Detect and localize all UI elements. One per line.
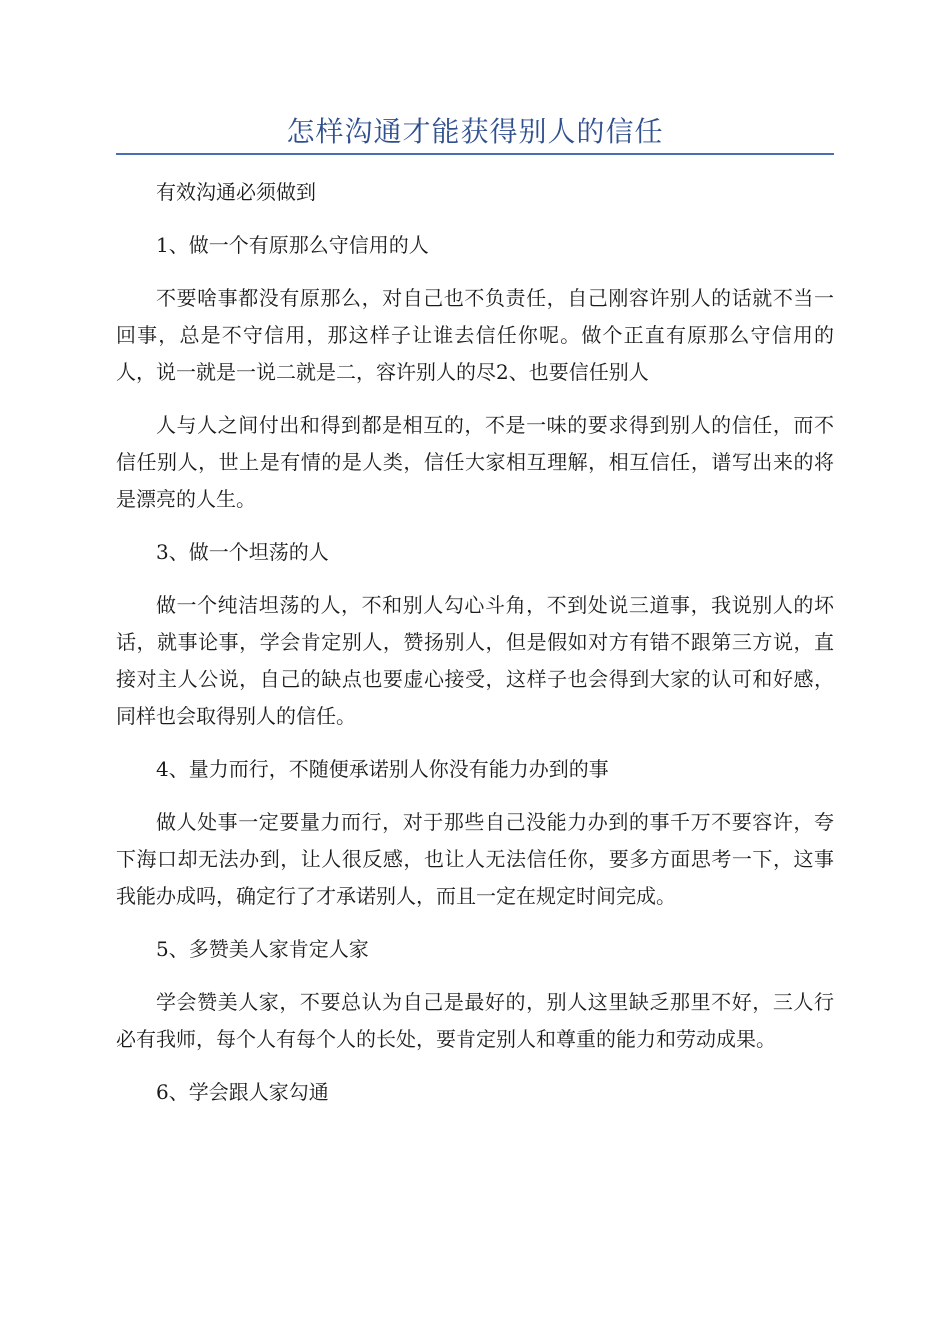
paragraph-point-3: 做一个纯洁坦荡的人，不和别人勾心斗角，不到处说三道事，我说别人的坏话，就事论事，学会肯定别人，赞扬别人，但是假如对方有错不跟第三方说，直接对主人公说，自己的缺点也要虚心接受，这样子也会得到大家的认可和好感，同样也会取得别人的信任。 (116, 593, 834, 728)
heading-point-1: 1、做一个有原那么守信用的人 (156, 233, 429, 257)
title-underline (116, 153, 834, 155)
heading-point-5: 5、多赞美人家肯定人家 (156, 937, 369, 961)
heading-point-6: 6、学会跟人家勾通 (156, 1080, 329, 1104)
paragraph-point-1: 不要啥事都没有原那么，对自己也不负责任，自己刚容许别人的话就不当一回事，总是不守信用，那这样子让谁去信任你呢。做个正直有原那么守信用的人，说一就是一说二就是二，容许别人的尽2、也要信任别人 (116, 286, 834, 384)
paragraph-intro: 有效沟通必须做到 (156, 180, 316, 204)
paragraph-point-2: 人与人之间付出和得到都是相互的，不是一味的要求得到别人的信任，而不信任别人，世上是有情的是人类，信任大家相互理解，相互信任，谱写出来的将是漂亮的人生。 (116, 413, 834, 511)
heading-point-4: 4、量力而行，不随便承诺别人你没有能力办到的事 (156, 757, 609, 781)
paragraph-point-4: 做人处事一定要量力而行，对于那些自己没能力办到的事千万不要容许，夸下海口却无法办到，让人很反感，也让人无法信任你，要多方面思考一下，这事我能办成吗，确定行了才承诺别人，而且一定在规定时间完成。 (116, 810, 834, 908)
document-title: 怎样沟通才能获得别人的信任 (286, 115, 664, 148)
heading-point-3: 3、做一个坦荡的人 (156, 540, 329, 564)
paragraph-point-5: 学会赞美人家，不要总认为自己是最好的，别人这里缺乏那里不好，三人行必有我师，每个人有每个人的长处，要肯定别人和尊重的能力和劳动成果。 (116, 990, 834, 1051)
document-body (116, 174, 834, 1127)
